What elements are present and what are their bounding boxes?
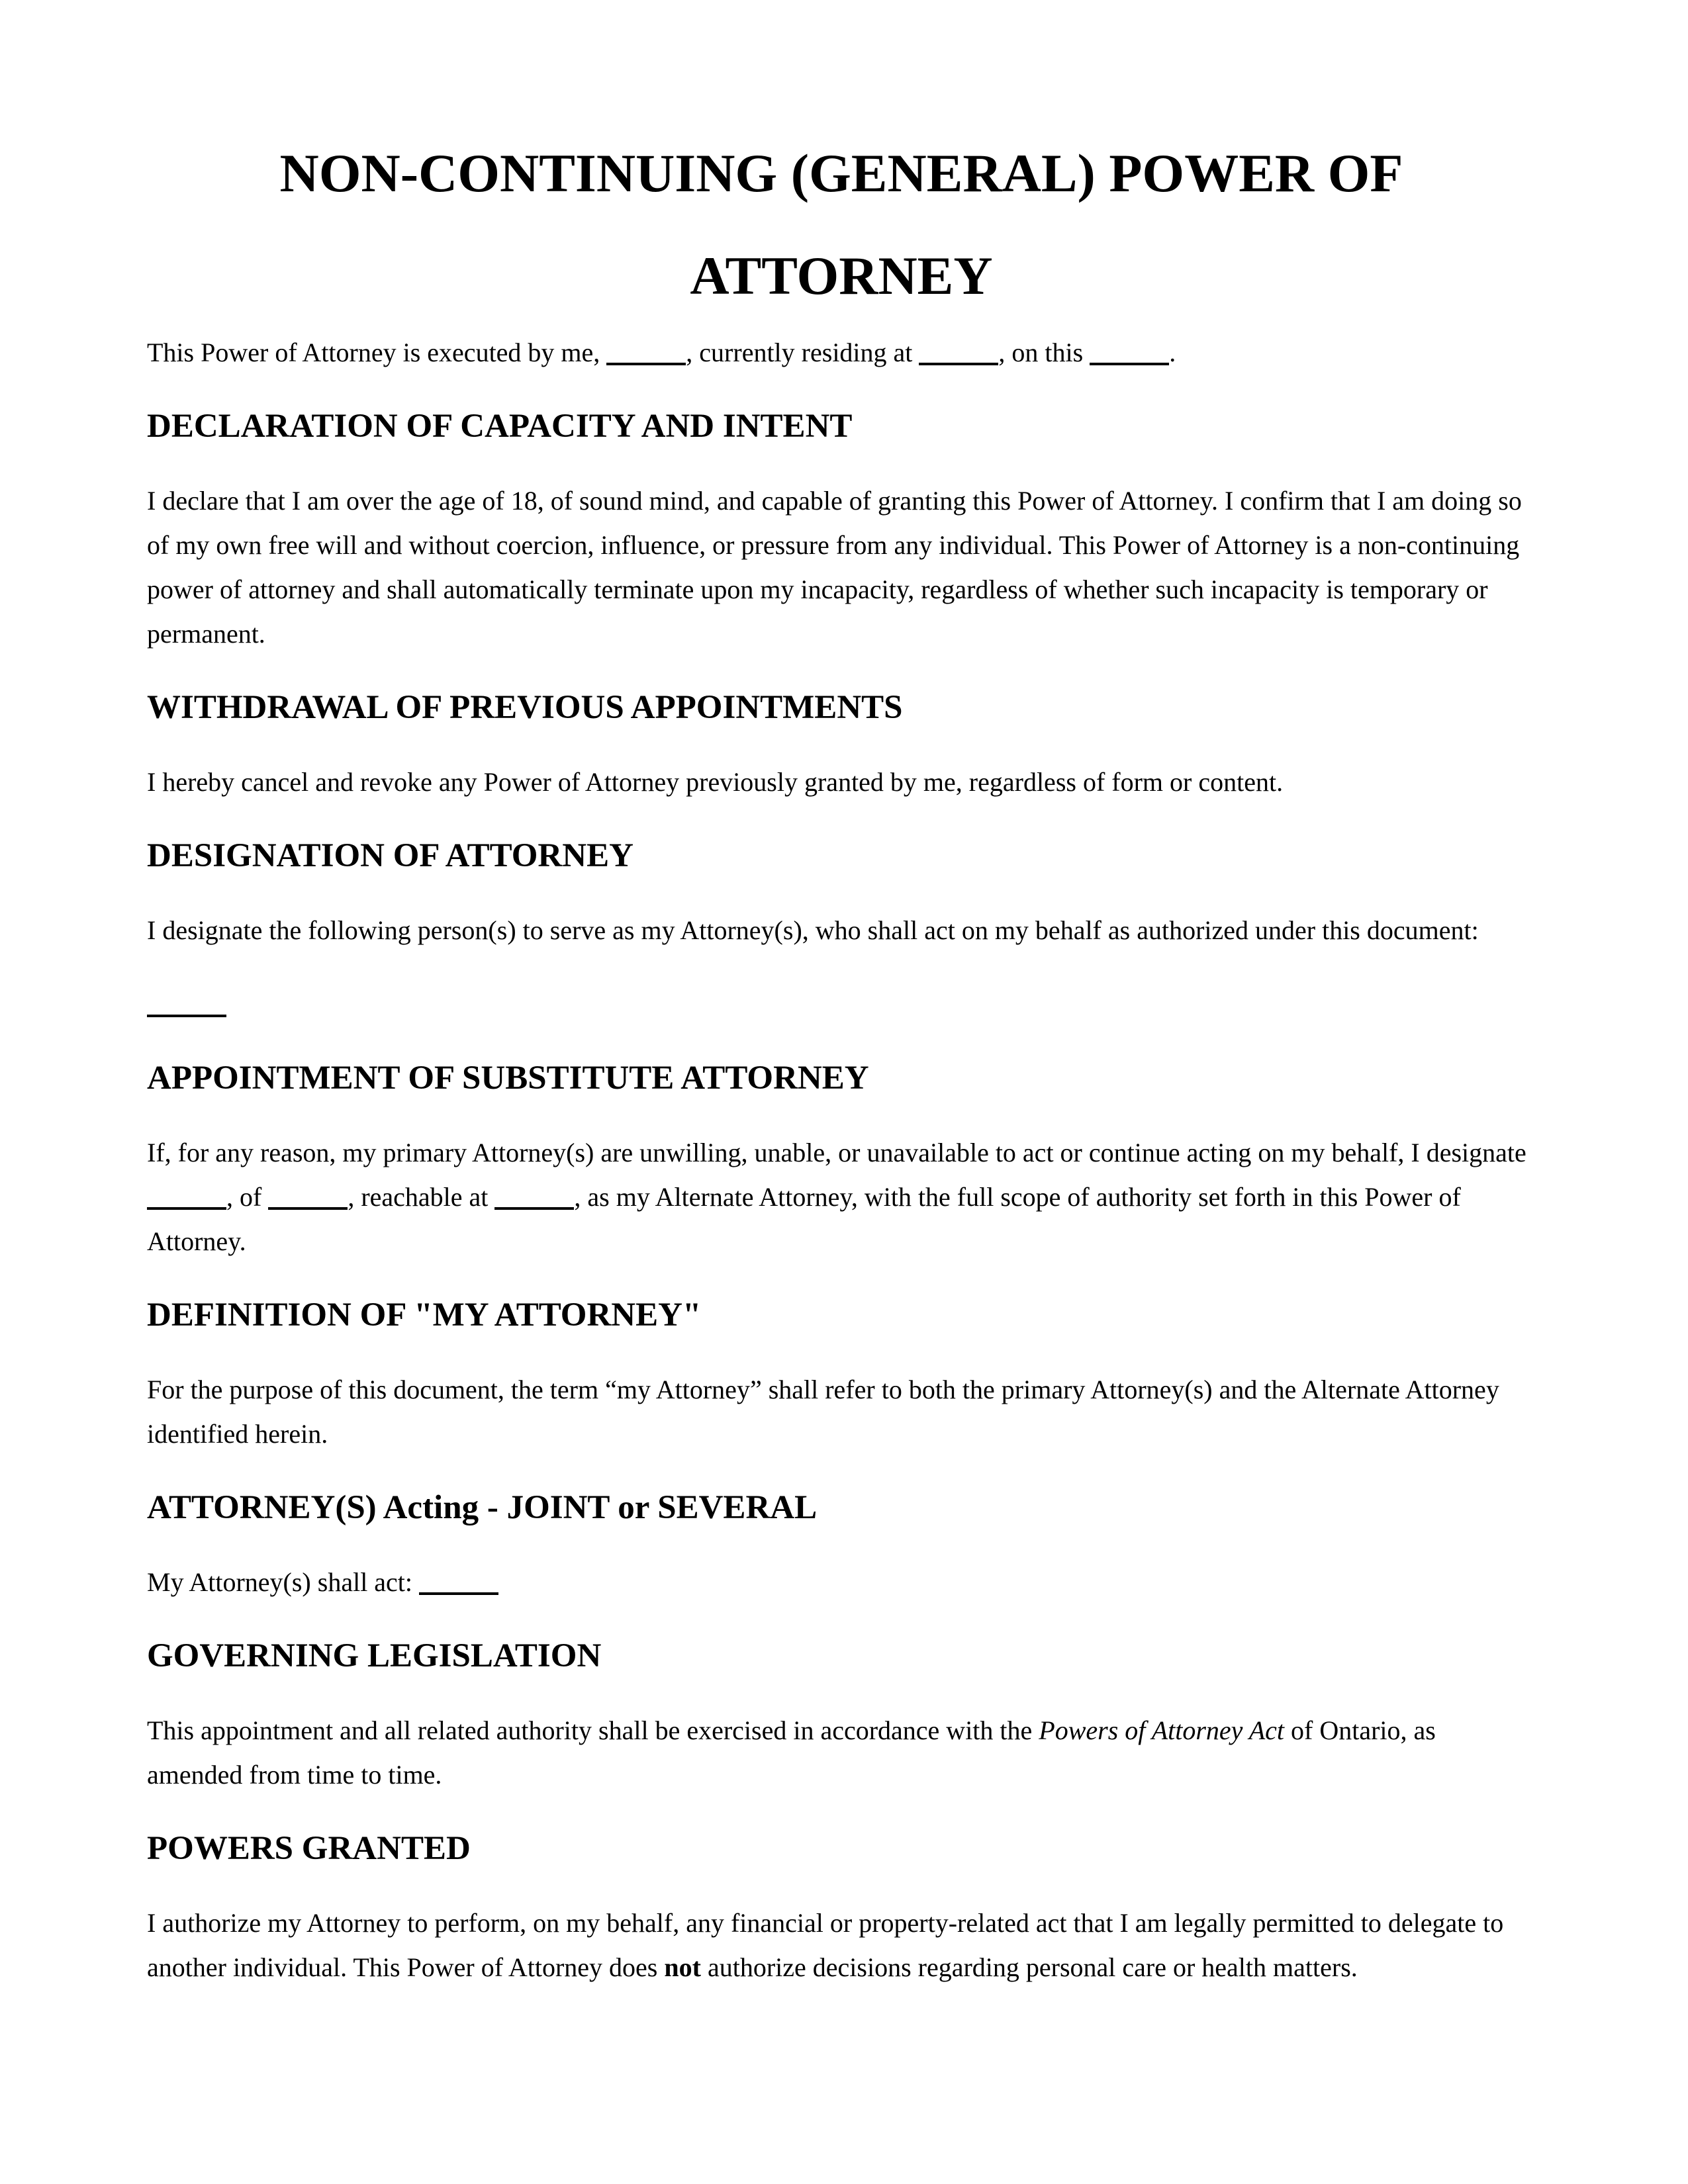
- text-run: , as my Alternate Attorney, with the full scope of authority set forth in this Power of Attorney.: [147, 1182, 1461, 1256]
- paragraph: [147, 760, 1536, 804]
- text-run: .: [1169, 338, 1176, 367]
- section-heading: DESIGNATION OF ATTORNEY: [147, 837, 633, 874]
- text-run: I authorize my Attorney to perform, on my behalf, any financial or property-related act that I am legally permitted to delegate to another individual. This Power of Attorney does: [147, 1908, 1504, 1982]
- text-run: This Power of Attorney is executed by me,: [147, 338, 607, 367]
- text-run: I hereby cancel and revoke any Power of Attorney previously granted by me, regardless of form or content.: [147, 767, 1284, 797]
- section: [147, 1486, 1536, 1604]
- text-run: I designate the following person(s) to serve as my Attorney(s), who shall act on my behalf as authorized under this document:: [147, 915, 1479, 945]
- section-heading: WITHDRAWAL OF PREVIOUS APPOINTMENTS: [147, 689, 903, 726]
- document-body: [147, 330, 1536, 1989]
- section: [147, 834, 1536, 1026]
- document-title: NON-CONTINUING (GENERAL) POWER OF ATTORNEY: [279, 143, 1403, 306]
- section-heading: DECLARATION OF CAPACITY AND INTENT: [147, 408, 853, 445]
- section: [147, 330, 1536, 375]
- section-heading: ATTORNEY(S) Acting - JOINT or SEVERAL: [147, 1489, 818, 1526]
- section: [147, 686, 1536, 804]
- section-heading: POWERS GRANTED: [147, 1830, 471, 1867]
- blank-field: [919, 361, 998, 365]
- blank-field: [494, 1205, 574, 1210]
- text-run: , reachable at: [348, 1182, 495, 1212]
- text-run: authorize decisions regarding personal care or health matters.: [700, 1952, 1358, 1982]
- intro-paragraph: [147, 330, 1536, 375]
- text-run: This appointment and all related authority shall be exercised in accordance with the: [147, 1715, 1039, 1745]
- paragraph: [147, 1901, 1536, 1989]
- text-run: , on this: [998, 338, 1090, 367]
- bold-run: not: [664, 1952, 701, 1982]
- italic-run: Powers of Attorney Act: [1039, 1715, 1284, 1745]
- blank-field: [147, 1205, 226, 1210]
- blank-field: [1090, 361, 1169, 365]
- paragraph: [147, 478, 1536, 656]
- text-run: , currently residing at: [686, 338, 919, 367]
- section: [147, 1293, 1536, 1456]
- blank-line-paragraph: [147, 982, 1536, 1026]
- section-heading: DEFINITION OF "MY ATTORNEY": [147, 1297, 702, 1334]
- paragraph: [147, 1367, 1536, 1456]
- text-run: My Attorney(s) shall act:: [147, 1567, 420, 1597]
- section: [147, 1634, 1536, 1797]
- paragraph: [147, 1560, 1536, 1604]
- text-run: For the purpose of this document, the term “my Attorney” shall refer to both the primary Attorney(s) and the Alternate Attorney identified herein.: [147, 1375, 1499, 1449]
- section: [147, 404, 1536, 656]
- blank-field: [419, 1590, 498, 1595]
- paragraph: [147, 1708, 1536, 1797]
- paragraph: [147, 908, 1536, 952]
- text-run: I declare that I am over the age of 18, of sound mind, and capable of granting this Power of Attorney. I confirm that I am doing so of my own free will and without coercion, influence, or pressure from any individual. This Power of Attorney is a non-continuing power of attorney and shall automatically terminate upon my incapacity, regardless of whether such incapacity is temporary or permanent.: [147, 486, 1522, 649]
- blank-field: [268, 1205, 348, 1210]
- section: [147, 1827, 1536, 1989]
- blank-field: [606, 361, 686, 365]
- text-run: If, for any reason, my primary Attorney(s) are unwilling, unable, or unavailable to act or continue acting on my behalf, I designate: [147, 1138, 1526, 1167]
- text-run: of Ontario, as amended from time to time.: [147, 1715, 1436, 1790]
- blank-field: [147, 1013, 226, 1017]
- section-heading: GOVERNING LEGISLATION: [147, 1637, 602, 1674]
- paragraph: [147, 1130, 1536, 1263]
- text-run: , of: [226, 1182, 269, 1212]
- section-heading: APPOINTMENT OF SUBSTITUTE ATTORNEY: [147, 1060, 869, 1097]
- section: [147, 1056, 1536, 1263]
